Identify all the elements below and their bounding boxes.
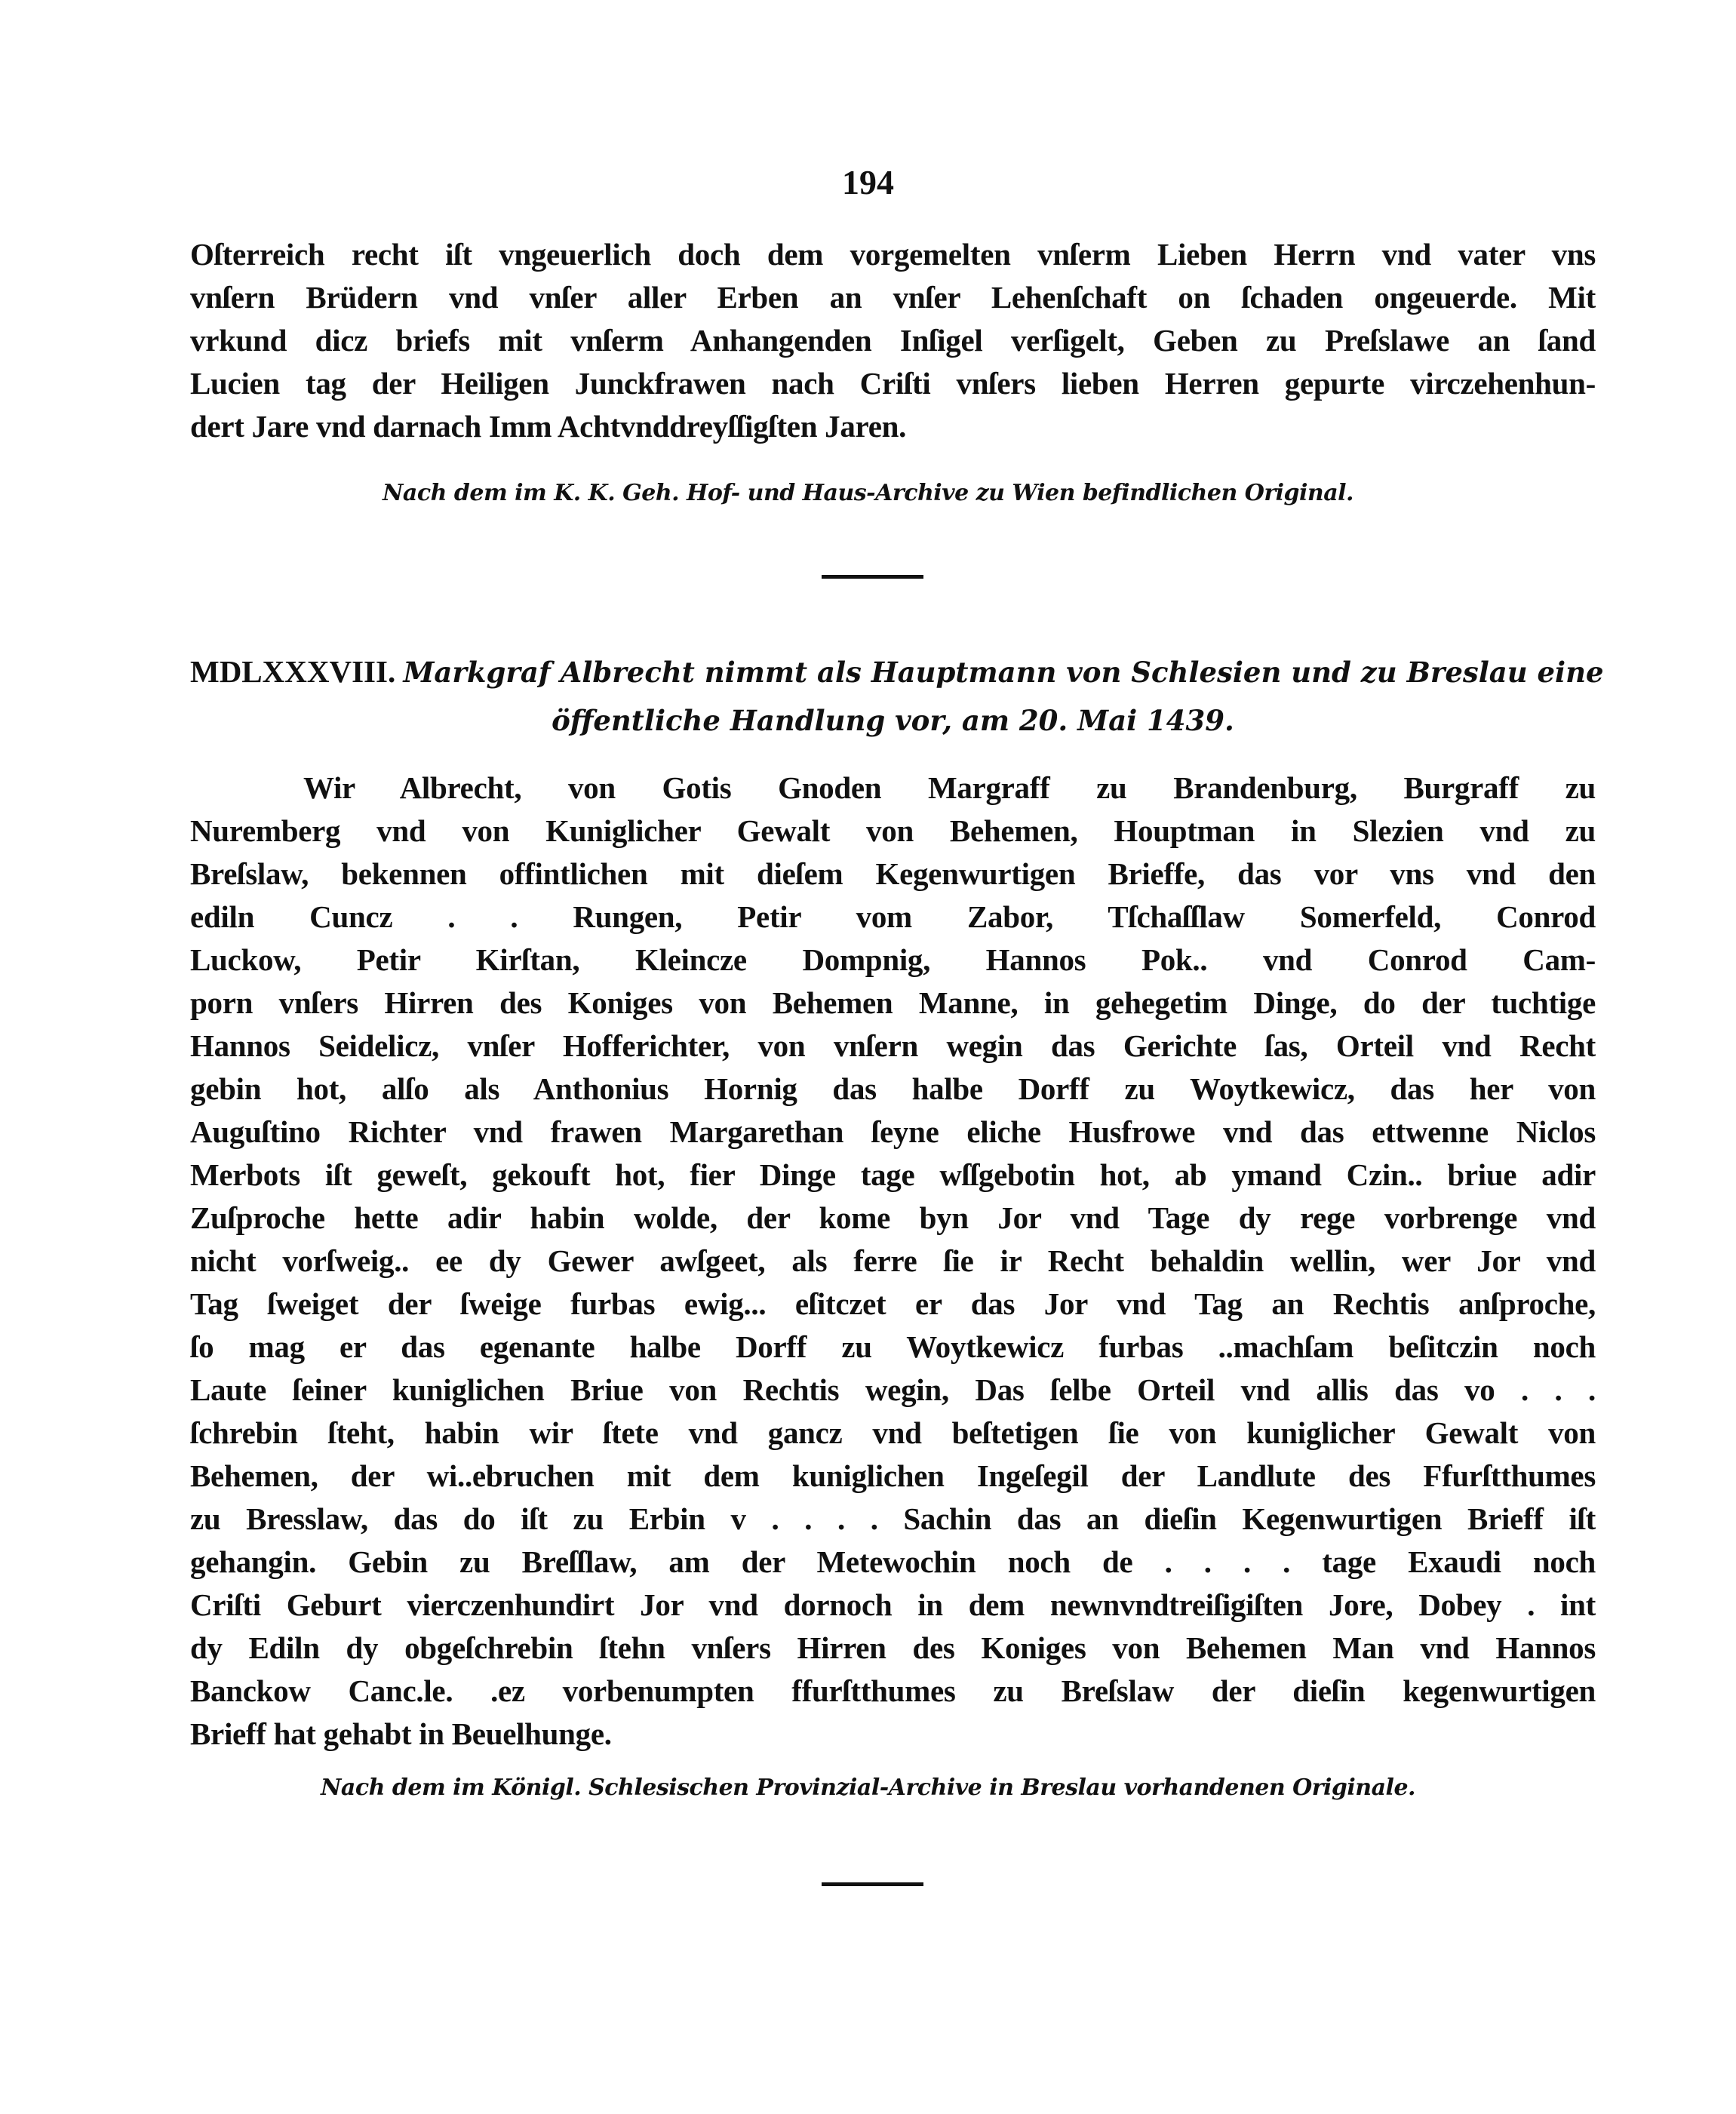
text-line: nicht vorſweig.. ee dy Gewer awſgeet, als ferre ſie ir Recht behaldin wellin, wer Jor vnd [190, 1243, 1596, 1278]
document-title: Markgraf Albrecht nimmt als Hauptmann von Schlesien und zu Breslau eine [403, 656, 1604, 689]
text-line: ſchrebin ſteht, habin wir ſtete vnd gancz vnd beſtetigen ſie von kuniglicher Gewalt von [190, 1415, 1596, 1450]
text-line: Merbots iſt geweſt, gekouft hot, fier Dinge tage wſſgebotin hot, ab ymand Czin.. briue adir [190, 1157, 1596, 1192]
text-line: Banckow Canc.le. .ez vorbenumpten ffurſtthumes zu Breſslaw der dieſin kegenwurtigen [190, 1673, 1596, 1708]
divider [822, 575, 923, 579]
text-line: Wir Albrecht, von Gotis Gnoden Margraff zu Brandenburg, Burgraff zu [303, 770, 1596, 805]
text-line: Oſterreich recht iſt vngeuerlich doch dem vorgemelten vnſerm Lieben Herrn vnd vater vns [190, 237, 1596, 272]
text-line: Nuremberg vnd von Kuniglicher Gewalt von Behemen, Houptman in Slezien vnd zu [190, 813, 1596, 848]
text-line: Lucien tag der Heiligen Junckfrawen nach Criſti vnſers lieben Herren gepurte virczehenhun- [190, 366, 1596, 401]
text-line: Laute ſeiner kuniglichen Briue von Rechtis wegin, Das ſelbe Orteil vnd allis das vo . . . [190, 1372, 1596, 1407]
text-line: porn vnſers Hirren des Koniges von Behemen Manne, in gehegetim Dinge, do der tuchtige [190, 985, 1596, 1020]
text-line: Zuſproche hette adir habin wolde, der kome byn Jor vnd Tage dy rege vorbrenge vnd [190, 1200, 1596, 1235]
text-line: Tag ſweiget der ſweige furbas ewig... eſitczet er das Jor vnd Tag an Rechtis anſproche, [190, 1286, 1596, 1321]
text-line: gebin hot, alſo als Anthonius Hornig das halbe Dorff zu Woytkewicz, das her von [190, 1071, 1596, 1106]
previous-document-text [190, 233, 1596, 448]
text-line: zu Bresslaw, das do iſt zu Erbin v . . . . Sachin das an dieſin Kegenwurtigen Brieff iſt [190, 1501, 1596, 1536]
text-line: gehangin. Gebin zu Breſſlaw, am der Metewochin noch de . . . . tage Exaudi noch [190, 1544, 1596, 1579]
document-body [190, 767, 1596, 1756]
page-number: 194 [842, 163, 894, 201]
text-line: Hannos Seidelicz, vnſer Hofferichter, von vnſern wegin das Gerichte ſas, Orteil vnd Recht [190, 1028, 1596, 1063]
text-line: vrkund dicz briefs mit vnſerm Anhangenden Inſigel verſigelt, Geben zu Preſslawe an ſand [190, 323, 1596, 358]
source-note: Nach dem im Königl. Schlesischen Provinzial-Archive in Breslau vorhandenen Originale. [321, 1774, 1415, 1801]
text-line: vnſern Brüdern vnd vnſer aller Erben an vnſer Lehenſchaft on ſchaden ongeuerde. Mit [190, 280, 1596, 315]
document-heading [190, 647, 1604, 745]
document-number: MDLXXXVIII. [190, 654, 396, 689]
text-line: Breſslaw, bekennen offintlichen mit dieſem Kegenwurtigen Brieffe, das vor vns vnd den [190, 856, 1596, 891]
text-line: Brieff hat gehabt in Beuelhunge. [190, 1716, 612, 1751]
text-line: Luckow, Petir Kirſtan, Kleincze Dompnig, Hannos Pok.. vnd Conrod Cam- [190, 942, 1596, 977]
text-line: dert Jare vnd darnach Imm Achtvnddreyſſigſten Jaren. [190, 409, 907, 444]
text-line: Auguſtino Richter vnd frawen Margarethan ſeyne eliche Husfrowe vnd das ettwenne Niclos [190, 1114, 1596, 1149]
text-line: ſo mag er das egenante halbe Dorff zu Woytkewicz furbas ..machſam beſitczin noch [190, 1329, 1596, 1364]
text-line: dy Ediln dy obgeſchrebin ſtehn vnſers Hirren des Koniges von Behemen Man vnd Hannos [190, 1630, 1596, 1665]
text-line: Criſti Geburt vierczenhundirt Jor vnd dornoch in dem newnvndtreiſigiſten Jore, Dobey . int [190, 1587, 1596, 1622]
text-line: Behemen, der wi..ebruchen mit dem kuniglichen Ingeſegil der Landlute des Ffurſtthumes [190, 1458, 1596, 1493]
document-title-continued: öffentliche Handlung vor, am 20. Mai 1439. [552, 704, 1234, 737]
source-note: Nach dem im K. K. Geh. Hof- und Haus-Archive zu Wien befindlichen Original. [383, 480, 1353, 506]
divider [822, 1882, 923, 1886]
text-line: ediln Cuncz . . Rungen, Petir vom Zabor, Tſchaſſlaw Somerfeld, Conrod [190, 899, 1596, 934]
